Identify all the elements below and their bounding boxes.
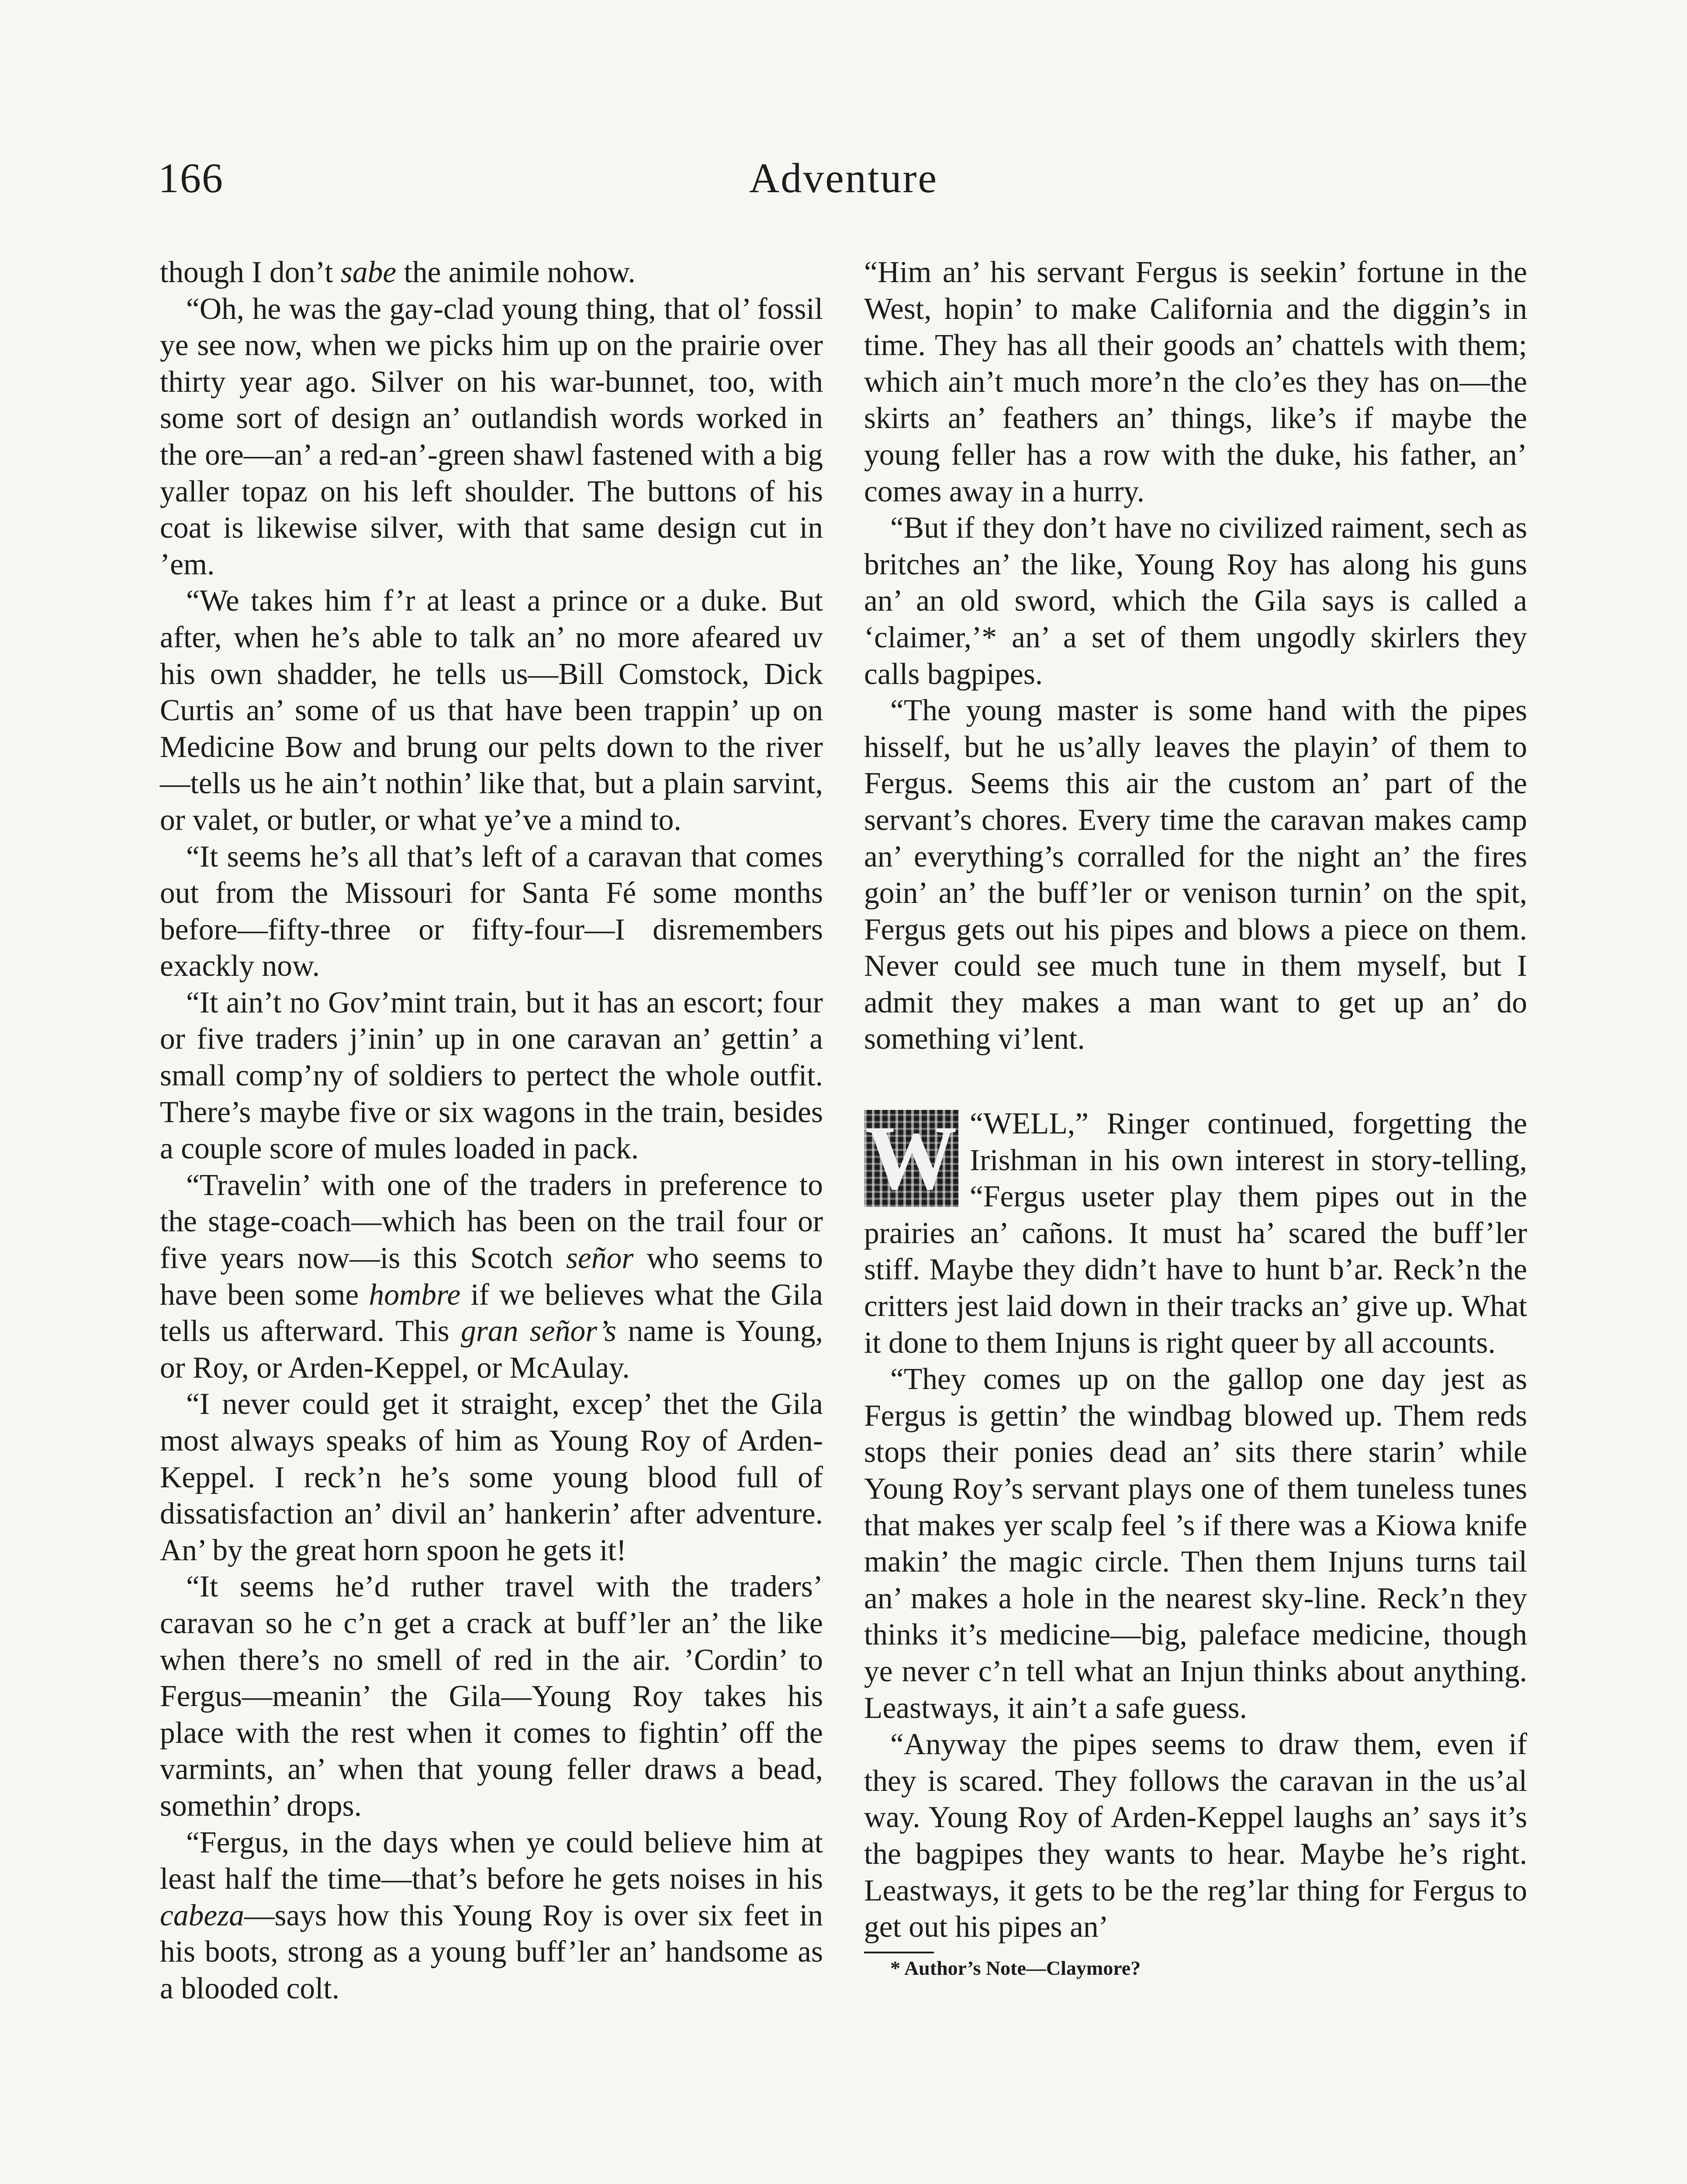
paragraph: “Travelin’ with one of the traders in preference to the stage-coach—which has been on the trail four or five years now—is this Scotch señor who seems to have been some hombre if we believes what the Gila tells us afterward. This gran señor’s name is Young, or Roy, or Arden-Keppel, or McAulay. — [160, 1168, 823, 1385]
paragraph: “Him an’ his servant Fergus is seekin’ fortune in the West, hopin’ to make California and the diggin’s in time. They has all their goods an’ chattels with them; which ain’t much more’n the clo’es they has on—the skirts an’ feathers an’ things, like’s if maybe the young feller has a row with the duke, his father, an’ comes away in a hurry. — [864, 256, 1527, 508]
paragraph: “It seems he’s all that’s left of a caravan that comes out from the Missouri for Santa Fé some months before—fifty-three or fifty-four—I disremembers exackly now. — [160, 840, 823, 983]
paragraph: “Anyway the pipes seems to draw them, even if they is scared. They follows the caravan in the us’al way. Young Roy of Arden-Keppel laughs an’ says it’s the bagpipes they wants to hear. Maybe he’s right. Leastways, it gets to be the reg’lar thing for Fergus to get out his pipes an’ — [864, 1728, 1527, 1944]
drop-cap-ornament — [864, 1107, 958, 1209]
paragraph: “I never could get it straight, excep’ thet the Gila most always speaks of him as Young Roy of Arden-Keppel. I reck’n he’s some young blood full of dissatisfaction an’ divil an’ hankerin’ after adventure. An’ by the great horn spoon he gets it! — [160, 1387, 823, 1567]
paragraph: “WELL,” Ringer continued, forgetting the Irishman in his own interest in story-telling, “Fergus useter play them pipes out in the prairies an’ cañons. It must ha’ scared the buff’ler stiff. Maybe they didn’t have to hunt b’ar. Reck’n the critters jest laid down in their tracks an’ give up. What it done to them Injuns is right queer by all accounts. — [864, 1107, 1527, 1360]
running-title: Adventure — [749, 155, 938, 201]
left-column — [160, 254, 823, 2007]
drop-cap-section — [864, 1106, 1527, 1946]
right-column — [864, 254, 1527, 1980]
section-break — [864, 1057, 1527, 1106]
paragraph: “Fergus, in the days when ye could believe him at least half the time—that’s before he gets noises in his cabeza—says how this Young Roy is over six feet in his boots, strong as a young buff’ler an’ handsome as a blooded colt. — [160, 1825, 823, 2005]
paragraph: “It seems he’d ruther travel with the traders’ caravan so he c’n get a crack at buff’ler an’ the like when there’s no smell of red in the air. ’Cordin’ to Fergus—meanin’ the Gila—Young Roy takes his place with the rest when it comes to fightin’ off the varmints, an’ when that young feller draws a bead, somethin’ drops. — [160, 1570, 823, 1823]
paragraph: though I don’t sabe the animile nohow. — [160, 256, 636, 289]
right-column-bottom — [864, 1106, 1527, 1946]
drop-cap-letter: W — [865, 1107, 957, 1209]
paragraph: “Oh, he was the gay-clad young thing, that ol’ fossil ye see now, when we picks him up on the prairie over thirty year ago. Silver on his war-bunnet, too, with some sort of design an’ outlandish words worked in the ore—an’ a red-an’-green shawl fastened with a big yaller topaz on his left shoulder. The buttons of his coat is likewise silver, with that same design cut in ’em. — [160, 292, 823, 581]
paragraph: “The young master is some hand with the pipes hisself, but he us’ally leaves the playin’ of them to Fergus. Seems this air the custom an’ part of the servant’s chores. Every time the caravan makes camp an’ everything’s corralled for the night an’ the fires goin’ an’ the buff’ler or venison turnin’ on the spit, Fergus gets out his pipes and blows a piece on them. Never could see much tune in them myself, but I admit they makes a man want to get up an’ do something vi’lent. — [864, 694, 1527, 1056]
right-column-top — [864, 254, 1527, 1057]
page-number: 166 — [158, 155, 224, 201]
footnote: * Author’s Note—Claymore? — [890, 1956, 1141, 1979]
paragraph: “We takes him f’r at least a prince or a duke. But after, when he’s able to talk an’ no more afeared uv his own shadder, he tells us—Bill Comstock, Dick Curtis an’ some of us that have been trappin’ up on Medicine Bow and brung our pelts down to the river—tells us he ain’t nothin’ like that, but a plain sarvint, or valet, or butler, or what ye’ve a mind to. — [160, 584, 823, 837]
paragraph: “It ain’t no Gov’mint train, but it has an escort; four or five traders j’inin’ up in one caravan an’ gettin’ a small comp’ny of soldiers to pertect the whole outfit. There’s maybe five or six wagons in the train, besides a couple score of mules loaded in pack. — [160, 985, 823, 1166]
footnote-rule — [864, 1952, 934, 1953]
paragraph: “But if they don’t have no civilized raiment, sech as britches an’ the like, Young Roy has along his guns an’ an old sword, which the Gila says is called a ‘claimer,’* an’ a set of them ungodly skirlers they calls bagpipes. — [864, 511, 1527, 691]
paragraph: “They comes up on the gallop one day jest as Fergus is gettin’ the windbag blowed up. Them reds stops their ponies dead an’ sits there starin’ while Young Roy’s servant plays one of them tuneless tunes that makes yer scalp feel ’s if there was a Kiowa knife makin’ the magic circle. Then them Injuns turns tail an’ makes a hole in the nearest sky-line. Reck’n they thinks it’s medicine—big, paleface medicine, though ye never c’n tell what an Injun thinks about anything. Leastways, it ain’t a safe guess. — [864, 1362, 1527, 1725]
